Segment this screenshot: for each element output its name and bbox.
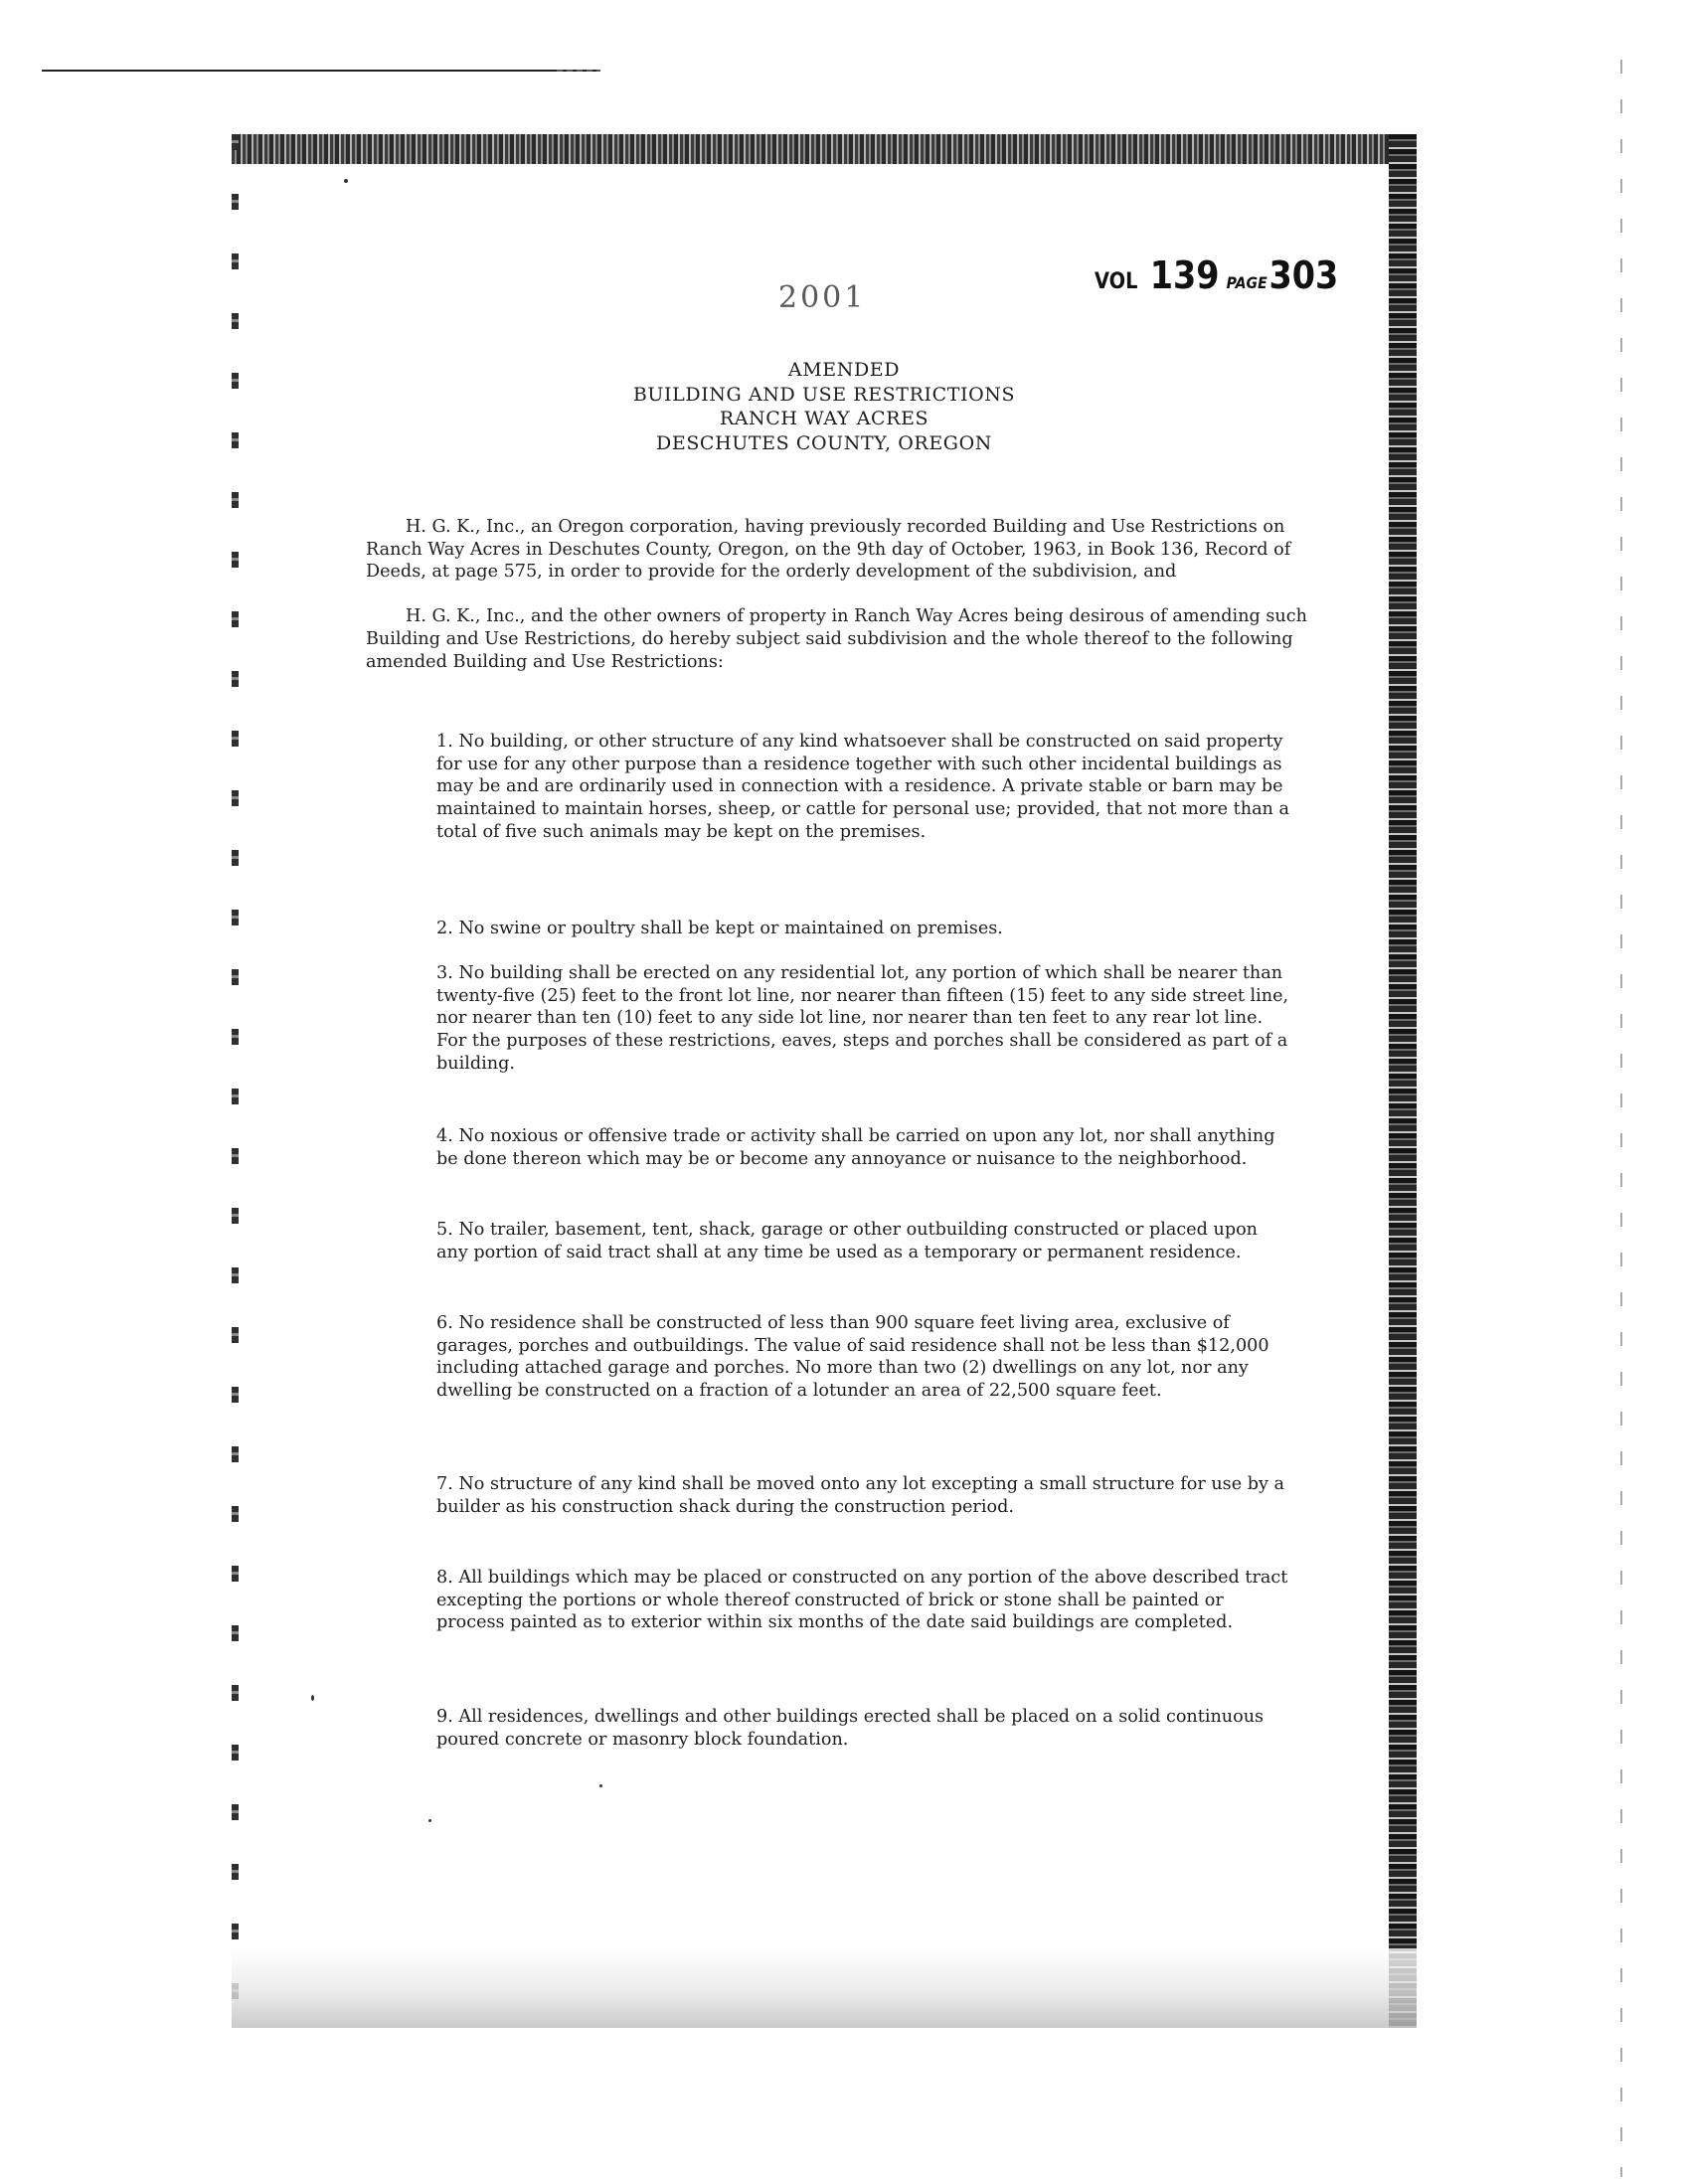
page-label: PAGE — [1226, 273, 1267, 292]
document-number: 2001 — [778, 280, 867, 315]
top-rule-dash — [557, 70, 600, 72]
document-title — [232, 358, 1417, 455]
intro-paragraph: H. G. K., Inc., an Oregon corporation, having previously recorded Building and Use Restrictions on Ranch Way Acres in Deschutes County, Oregon, on the 9th day of October, 1963, in Book 136, Record of Deeds, at page 575, in order to provide for the orderly development of the subdivision, and — [366, 517, 1291, 583]
scan-edge-trace — [1620, 60, 1622, 2177]
page-number: 303 — [1268, 253, 1339, 297]
restriction-item-2: 2. No swine or poultry shall be kept or maintained on premises. — [436, 919, 1003, 938]
vol-label: VOL — [1095, 269, 1138, 294]
restriction-item-9: 9. All residences, dwellings and other buildings erected shall be placed on a solid continuous poured concrete or masonry block foundation. — [436, 1707, 1265, 1750]
scan-speck — [428, 1819, 431, 1822]
intro-section — [366, 516, 1340, 673]
top-rule-line — [42, 70, 600, 72]
restriction-item-3: 3. No building shall be erected on any residential lot, any portion of which shall be nearer than twenty-five (25) feet to the front lot line, nor nearer than fifteen (15) feet to any side street line, nor nearer than ten (10) feet to any side lot line, nor nearer than ten feet to any rear lot line. For the purposes of these restrictions, eaves, steps and porches shall be considered as part of a building. — [436, 963, 1289, 1074]
volume-page-stamp — [1095, 253, 1338, 297]
scan-speck — [311, 1695, 314, 1701]
title-line-county: DESCHUTES COUNTY, OREGON — [656, 431, 992, 454]
title-line-subdivision: RANCH WAY ACRES — [719, 408, 929, 429]
restriction-item-4: 4. No noxious or offensive trade or activity shall be carried on upon any lot, nor shall anything be done thereon which may be or become any annoyance or nuisance to the neighborhood. — [436, 1126, 1275, 1169]
title-line-amended: AMENDED — [787, 359, 901, 381]
restriction-item-8: 8. All buildings which may be placed or constructed on any portion of the above described tract excepting the portions or whole thereof constructed of brick or stone shall be painted or process painted as to exterior within six months of the date said buildings are completed. — [436, 1568, 1288, 1633]
title-line-restrictions: BUILDING AND USE RESTRICTIONS — [632, 383, 1016, 406]
restriction-item-6: 6. No residence shall be constructed of less than 900 square feet living area, exclusive of garages, porches and outbuildings. The value of said residence shall not be less than $12,000 including attached garage and porches. No more than two (2) dwellings on any lot, nor any dwelling be constructed on a fraction of a lotunder an area of 22,500 square feet. — [436, 1313, 1269, 1402]
restriction-item-7: 7. No structure of any kind shall be moved onto any lot excepting a small structure for use by a builder as his construction shack during the construction period. — [436, 1474, 1284, 1517]
scan-speck — [344, 179, 348, 183]
restriction-item-5: 5. No trailer, basement, tent, shack, garage or other outbuilding constructed or placed upon any portion of said tract shall at any time be used as a temporary or permanent residence. — [436, 1220, 1259, 1262]
scan-edge-top — [232, 134, 1417, 164]
vol-number: 139 — [1149, 253, 1220, 297]
restriction-item-1: 1. No building, or other structure of any kind whatsoever shall be constructed on said property for use for any other purpose than a residence together with such other incidental buildings as may be and are ordinarily used in connection with a residence. A private stable or barn may be maintained to maintain horses, sheep, or cattle for personal use; provided, that not more than a total of five such animals may be kept on the premises. — [436, 732, 1289, 842]
intro-paragraph: H. G. K., Inc., and the other owners of property in Ranch Way Acres being desirous of amending such Building and Use Restrictions, do hereby subject said subdivision and the whole thereof to the following amended Building and Use Restrictions: — [366, 606, 1307, 672]
scan-speck — [599, 1784, 602, 1787]
document-page — [232, 134, 1417, 2028]
scan-edge-bottom — [232, 1948, 1417, 2028]
